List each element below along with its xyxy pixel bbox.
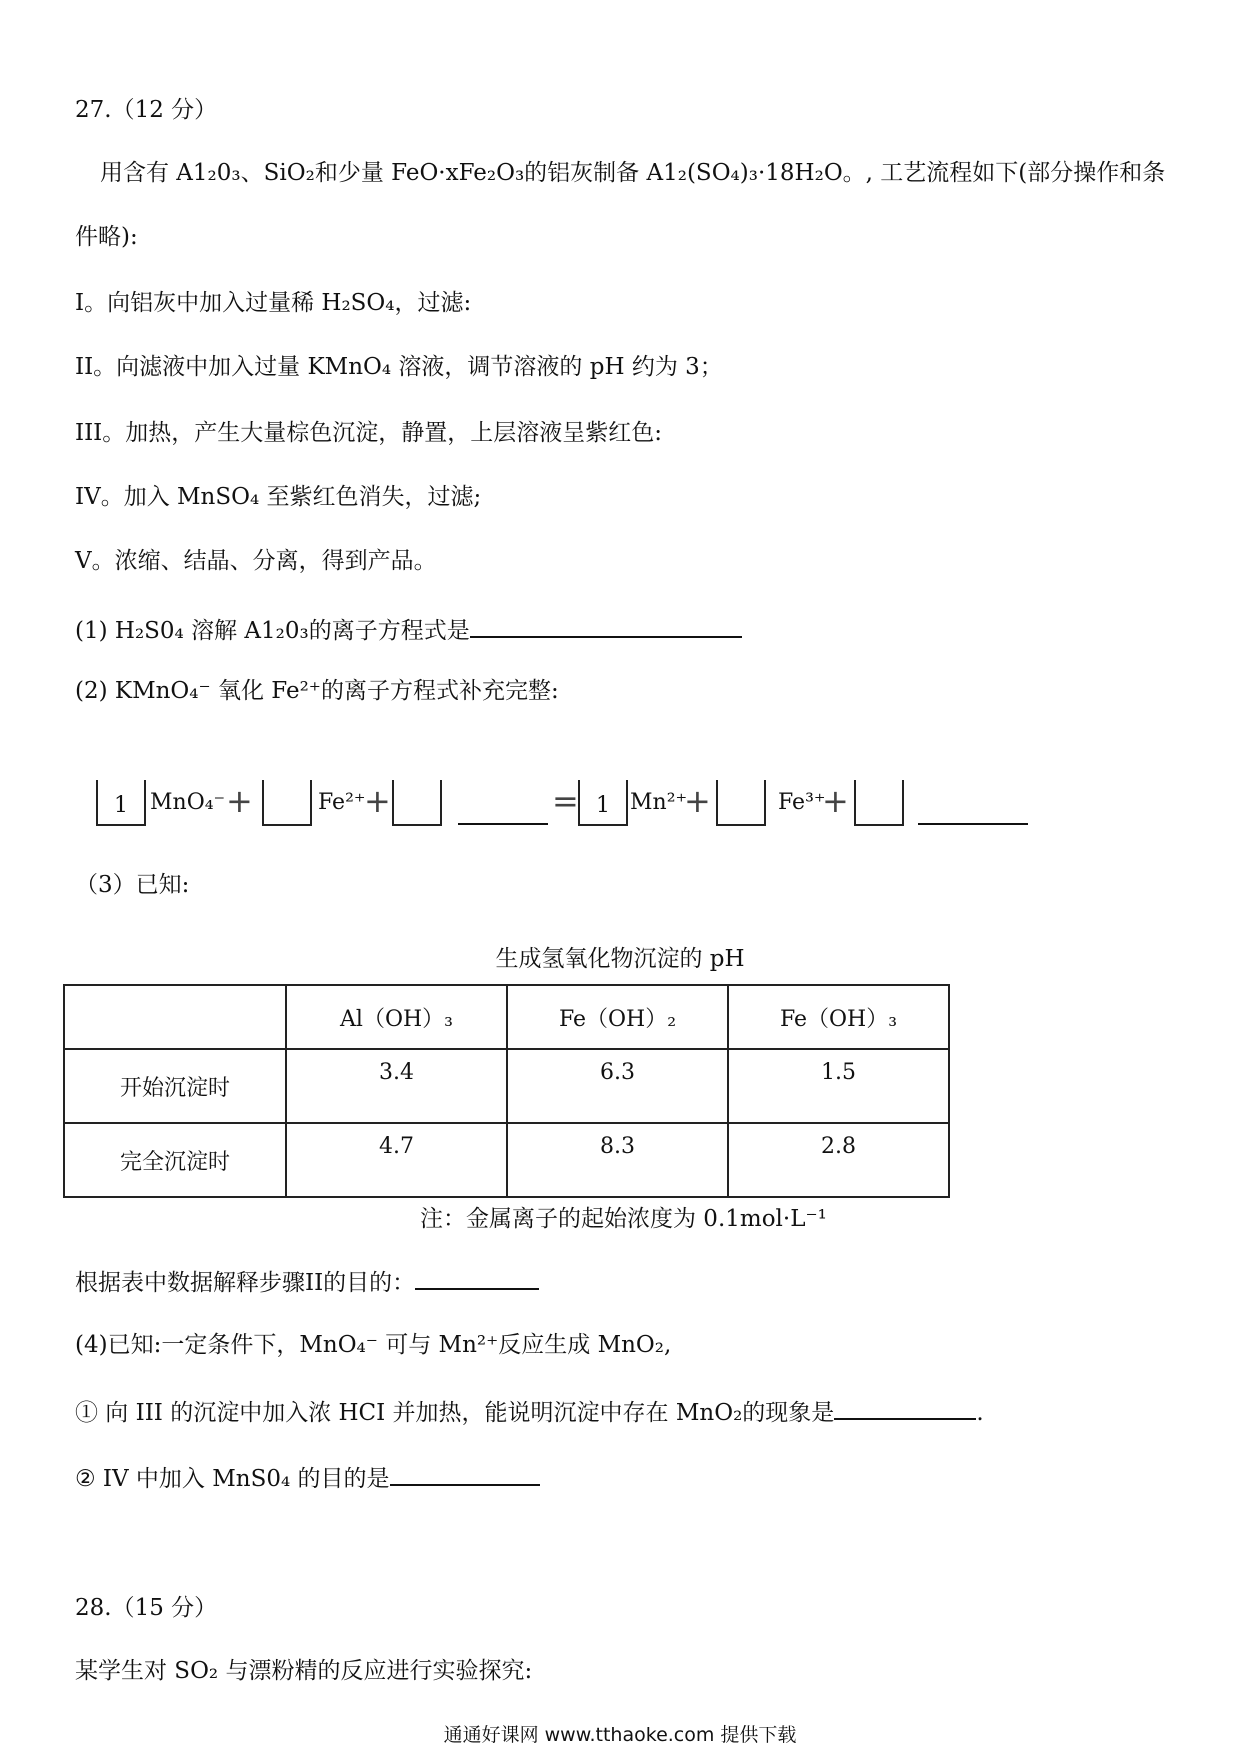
- q27-sub4-1-text: ① 向 III 的沉淀中加入浓 HCI 并加热，能说明沉淀中存在 MnO₂的现象是: [75, 1400, 835, 1426]
- row-label: 开始沉淀时: [64, 1049, 286, 1123]
- q27-intro-line1: 用含有 A1₂0₃、SiO₂和少量 FeO·xFe₂O₃的铝灰制备 A1₂(SO₄)₃·18H₂O。, 工艺流程如下(部分操作和条: [100, 160, 1166, 186]
- table-header-cell: [64, 985, 286, 1049]
- q28-heading: 28.（15 分）: [75, 1595, 218, 1621]
- q27-sub2: (2) KMnO₄⁻ 氧化 Fe²⁺的离子方程式补充完整:: [75, 678, 559, 704]
- equation-term-mn2: Mn²⁺: [630, 790, 688, 815]
- answer-blank: [834, 1394, 976, 1420]
- table-row: [64, 1049, 949, 1123]
- answer-blank: [415, 1264, 539, 1290]
- coefficient-box: [854, 780, 904, 826]
- table-header-cell: Al（OH）₃: [286, 985, 507, 1049]
- q27-step-2: II。向滤液中加入过量 KMnO₄ 溶液，调节溶液的 pH 约为 3；: [75, 354, 723, 380]
- answer-blank: [470, 612, 742, 638]
- q27-sub4-1: [75, 1394, 984, 1428]
- precipitation-ph-table: [63, 984, 950, 1198]
- q27-sub1-text: (1) H₂S0₄ 溶解 A1₂0₃的离子方程式是: [75, 618, 470, 644]
- coefficient-box: 1: [578, 780, 628, 826]
- plus-sign: +: [226, 782, 253, 820]
- plus-sign: +: [822, 782, 849, 820]
- answer-blank: [918, 823, 1028, 825]
- table-caption: 生成氢氧化物沉淀的 pH: [495, 946, 745, 972]
- q27-intro-line2: 件略):: [75, 224, 138, 250]
- q28-intro: 某学生对 SO₂ 与漂粉精的反应进行实验探究:: [75, 1658, 533, 1684]
- equation-term-mno4: MnO₄⁻: [150, 790, 226, 815]
- coefficient-box: [392, 780, 442, 826]
- q27-sub1: [75, 612, 742, 646]
- table-header-row: [64, 985, 949, 1049]
- page-footer: 通通好课网 www.tthaoke.com 提供下载: [443, 1724, 797, 1746]
- q27-sub3: （3）已知:: [75, 872, 190, 898]
- coefficient-box: [262, 780, 312, 826]
- q27-explain-text: 根据表中数据解释步骤II的目的：: [75, 1270, 416, 1296]
- q27-step-5: V。浓缩、结晶、分离，得到产品。: [75, 548, 437, 574]
- coefficient-box: [716, 780, 766, 826]
- table-header-cell: Fe（OH）₂: [507, 985, 728, 1049]
- table-cell: 1.5: [728, 1049, 949, 1123]
- q27-heading: 27.（12 分）: [75, 97, 218, 123]
- q27-sub4-2-text: ② IV 中加入 MnS0₄ 的目的是: [75, 1466, 390, 1492]
- q27-sub4: (4)已知:一定条件下，MnO₄⁻ 可与 Mn²⁺反应生成 MnO₂,: [75, 1332, 672, 1358]
- equation-term-fe2: Fe²⁺: [318, 790, 366, 815]
- equation-term-fe3: Fe³⁺: [778, 790, 826, 815]
- q27-step-1: I。向铝灰中加入过量稀 H₂SO₄，过滤:: [75, 290, 472, 316]
- q27-step-4: IV。加入 MnSO₄ 至紫红色消失，过滤;: [75, 484, 482, 510]
- table-cell: 2.8: [728, 1123, 949, 1197]
- coefficient-box: 1: [96, 780, 146, 826]
- period: .: [976, 1400, 984, 1426]
- row-label: 完全沉淀时: [64, 1123, 286, 1197]
- plus-sign: +: [364, 782, 391, 820]
- answer-blank: [458, 823, 548, 825]
- plus-sign: +: [684, 782, 711, 820]
- q27-explain: [75, 1264, 539, 1298]
- answer-blank: [390, 1460, 540, 1486]
- table-cell: 3.4: [286, 1049, 507, 1123]
- table-cell: 8.3: [507, 1123, 728, 1197]
- q27-step-3: III。加热，产生大量棕色沉淀，静置，上层溶液呈紫红色:: [75, 420, 663, 446]
- table-row: [64, 1123, 949, 1197]
- ion-equation: [92, 780, 1092, 836]
- table-header-cell: Fe（OH）₃: [728, 985, 949, 1049]
- table-cell: 6.3: [507, 1049, 728, 1123]
- table-note: 注：金属离子的起始浓度为 0.1mol·L⁻¹: [420, 1206, 827, 1232]
- table-cell: 4.7: [286, 1123, 507, 1197]
- q27-sub4-2: [75, 1460, 540, 1494]
- equals-sign: =: [552, 782, 579, 820]
